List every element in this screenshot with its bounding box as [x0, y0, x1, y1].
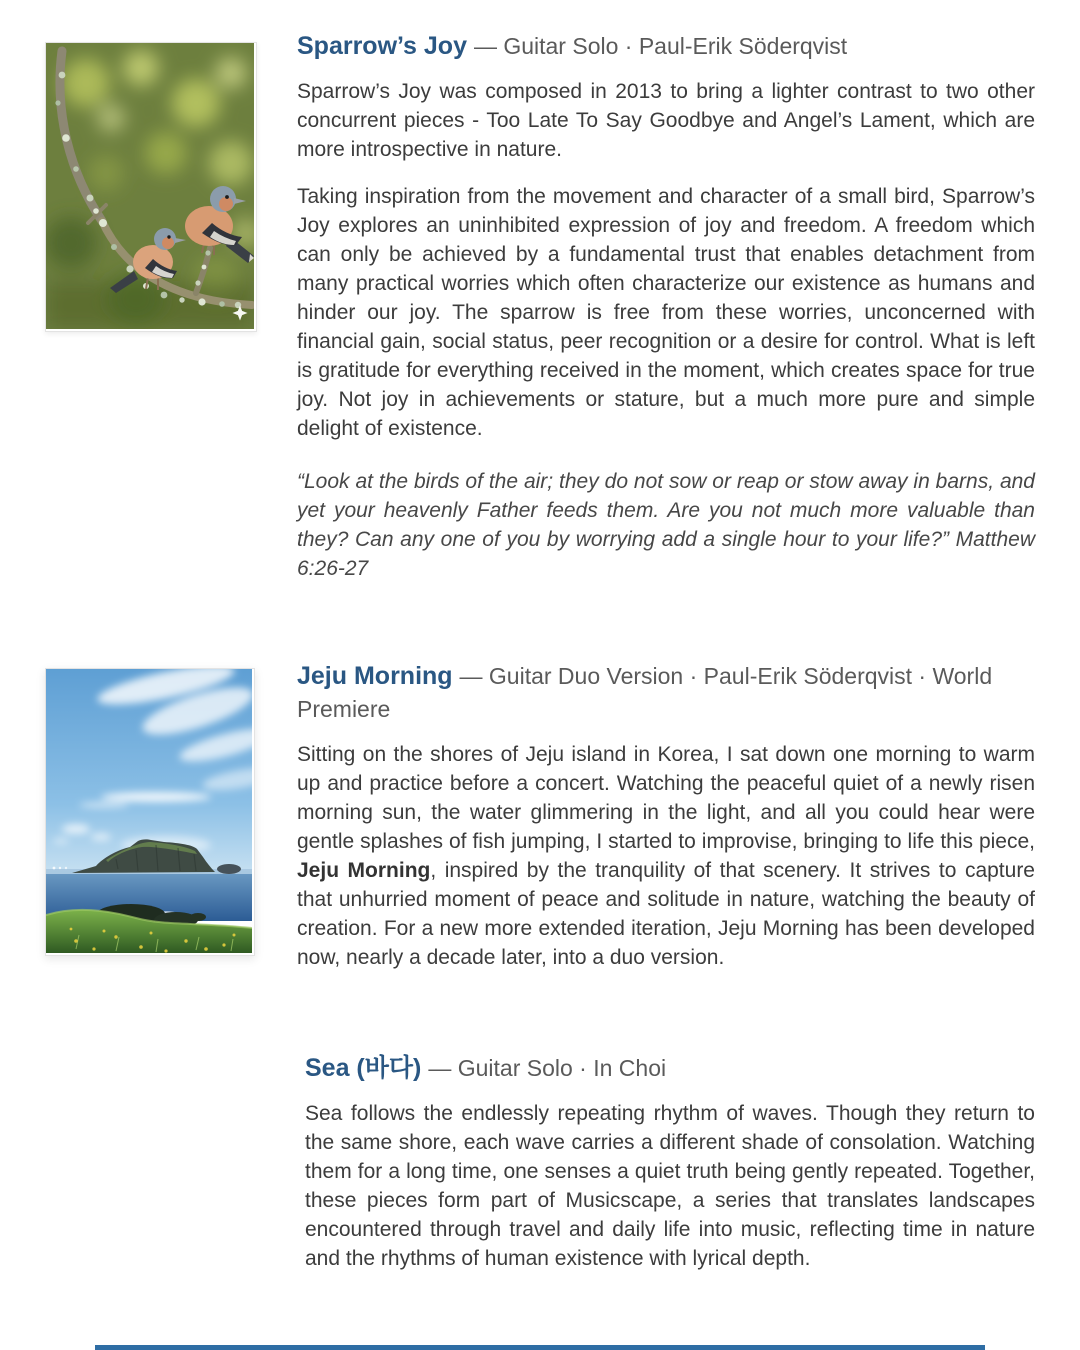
section-sea	[305, 1052, 1035, 1291]
piece-title: Sea (바다)	[305, 1054, 422, 1082]
paragraph-text: , inspired by the tranquility of that scenery. It strives to capture that unhurried moment of peace and solitude in nature, watching the beauty of creation. For a new more extended iteration, Jeju Morning has been developed now, nearly a decade later, into a duo version.	[297, 859, 1035, 969]
piece-subtitle: — Guitar Solo · Paul-Erik Söderqvist	[473, 33, 848, 59]
piece-name-inline-bold: Jeju Morning	[297, 859, 431, 882]
piece-title-row	[305, 1052, 1035, 1085]
jeju-coast-illustration	[46, 669, 252, 953]
page-bottom-rule	[95, 1345, 985, 1350]
sparrows-joy-photo	[45, 42, 257, 332]
piece-title: Sparrow’s Joy	[297, 32, 467, 60]
piece-paragraph: Taking inspiration from the movement and character of a small bird, Sparrow’s Joy explores an uninhibited expression of joy and freedom. A freedom which can only be achieved by a fundamental trust that enables detachment from many practical worries which often characterize our existence as humans and hinder our joy. The sparrow is free from these worries, unconcerned with financial gain, social status, peer recognition or a desire for control. What is left is gratitude for everything received in the moment, which creates space for true joy. Not joy in achievements or stature, but a much more pure and simple delight of existence.	[297, 185, 1035, 440]
piece-paragraph: Sea follows the endlessly repeating rhythm of waves. Though they return to the same shore, each wave carries a different shade of consolation. Watching them for a long time, one senses a quiet truth being gently repeated. Together, these pieces form part of Musicscape, a series that translates landscapes encountered through travel and daily life into music, reflecting time in nature and the rhythms of human existence with lyrical depth.	[305, 1102, 1035, 1270]
scripture-quote: “Look at the birds of the air; they do not sow or reap or stow away in barns, and yet your heavenly Father feeds them. Are you not much more valuable than they? Can any one of you by worrying add a single hour to your life?” Matthew 6:26-27	[297, 470, 1035, 580]
piece-title: Jeju Morning	[297, 662, 453, 690]
chaffinch-illustration	[46, 43, 254, 329]
section-sparrows-joy	[297, 30, 1035, 601]
piece-title-row	[297, 660, 1035, 726]
paragraph-text: Sitting on the shores of Jeju island in Korea, I sat down one morning to warm up and practice before a concert. Watching the peaceful quiet of a newly risen morning sun, the water glimmering in the light, and all you could hear were gentle splashes of fish jumping, I started to improvise, bringing to life this piece,	[297, 743, 1035, 853]
piece-paragraph	[297, 740, 1035, 972]
jeju-morning-photo	[45, 668, 255, 956]
sparkle-icon	[232, 305, 248, 321]
piece-paragraph: Sparrow’s Joy was composed in 2013 to bring a lighter contrast to two other concurrent pieces - Too Late To Say Goodbye and Angel’s Lament, which are more introspective in nature.	[297, 80, 1035, 161]
piece-title-row	[297, 30, 1035, 63]
section-jeju-morning	[297, 660, 1035, 990]
piece-subtitle: — Guitar Solo · In Choi	[428, 1055, 667, 1081]
piece-subtitle: — Guitar Duo Version · Paul-Erik Söderqvist · World Premiere	[297, 663, 993, 722]
